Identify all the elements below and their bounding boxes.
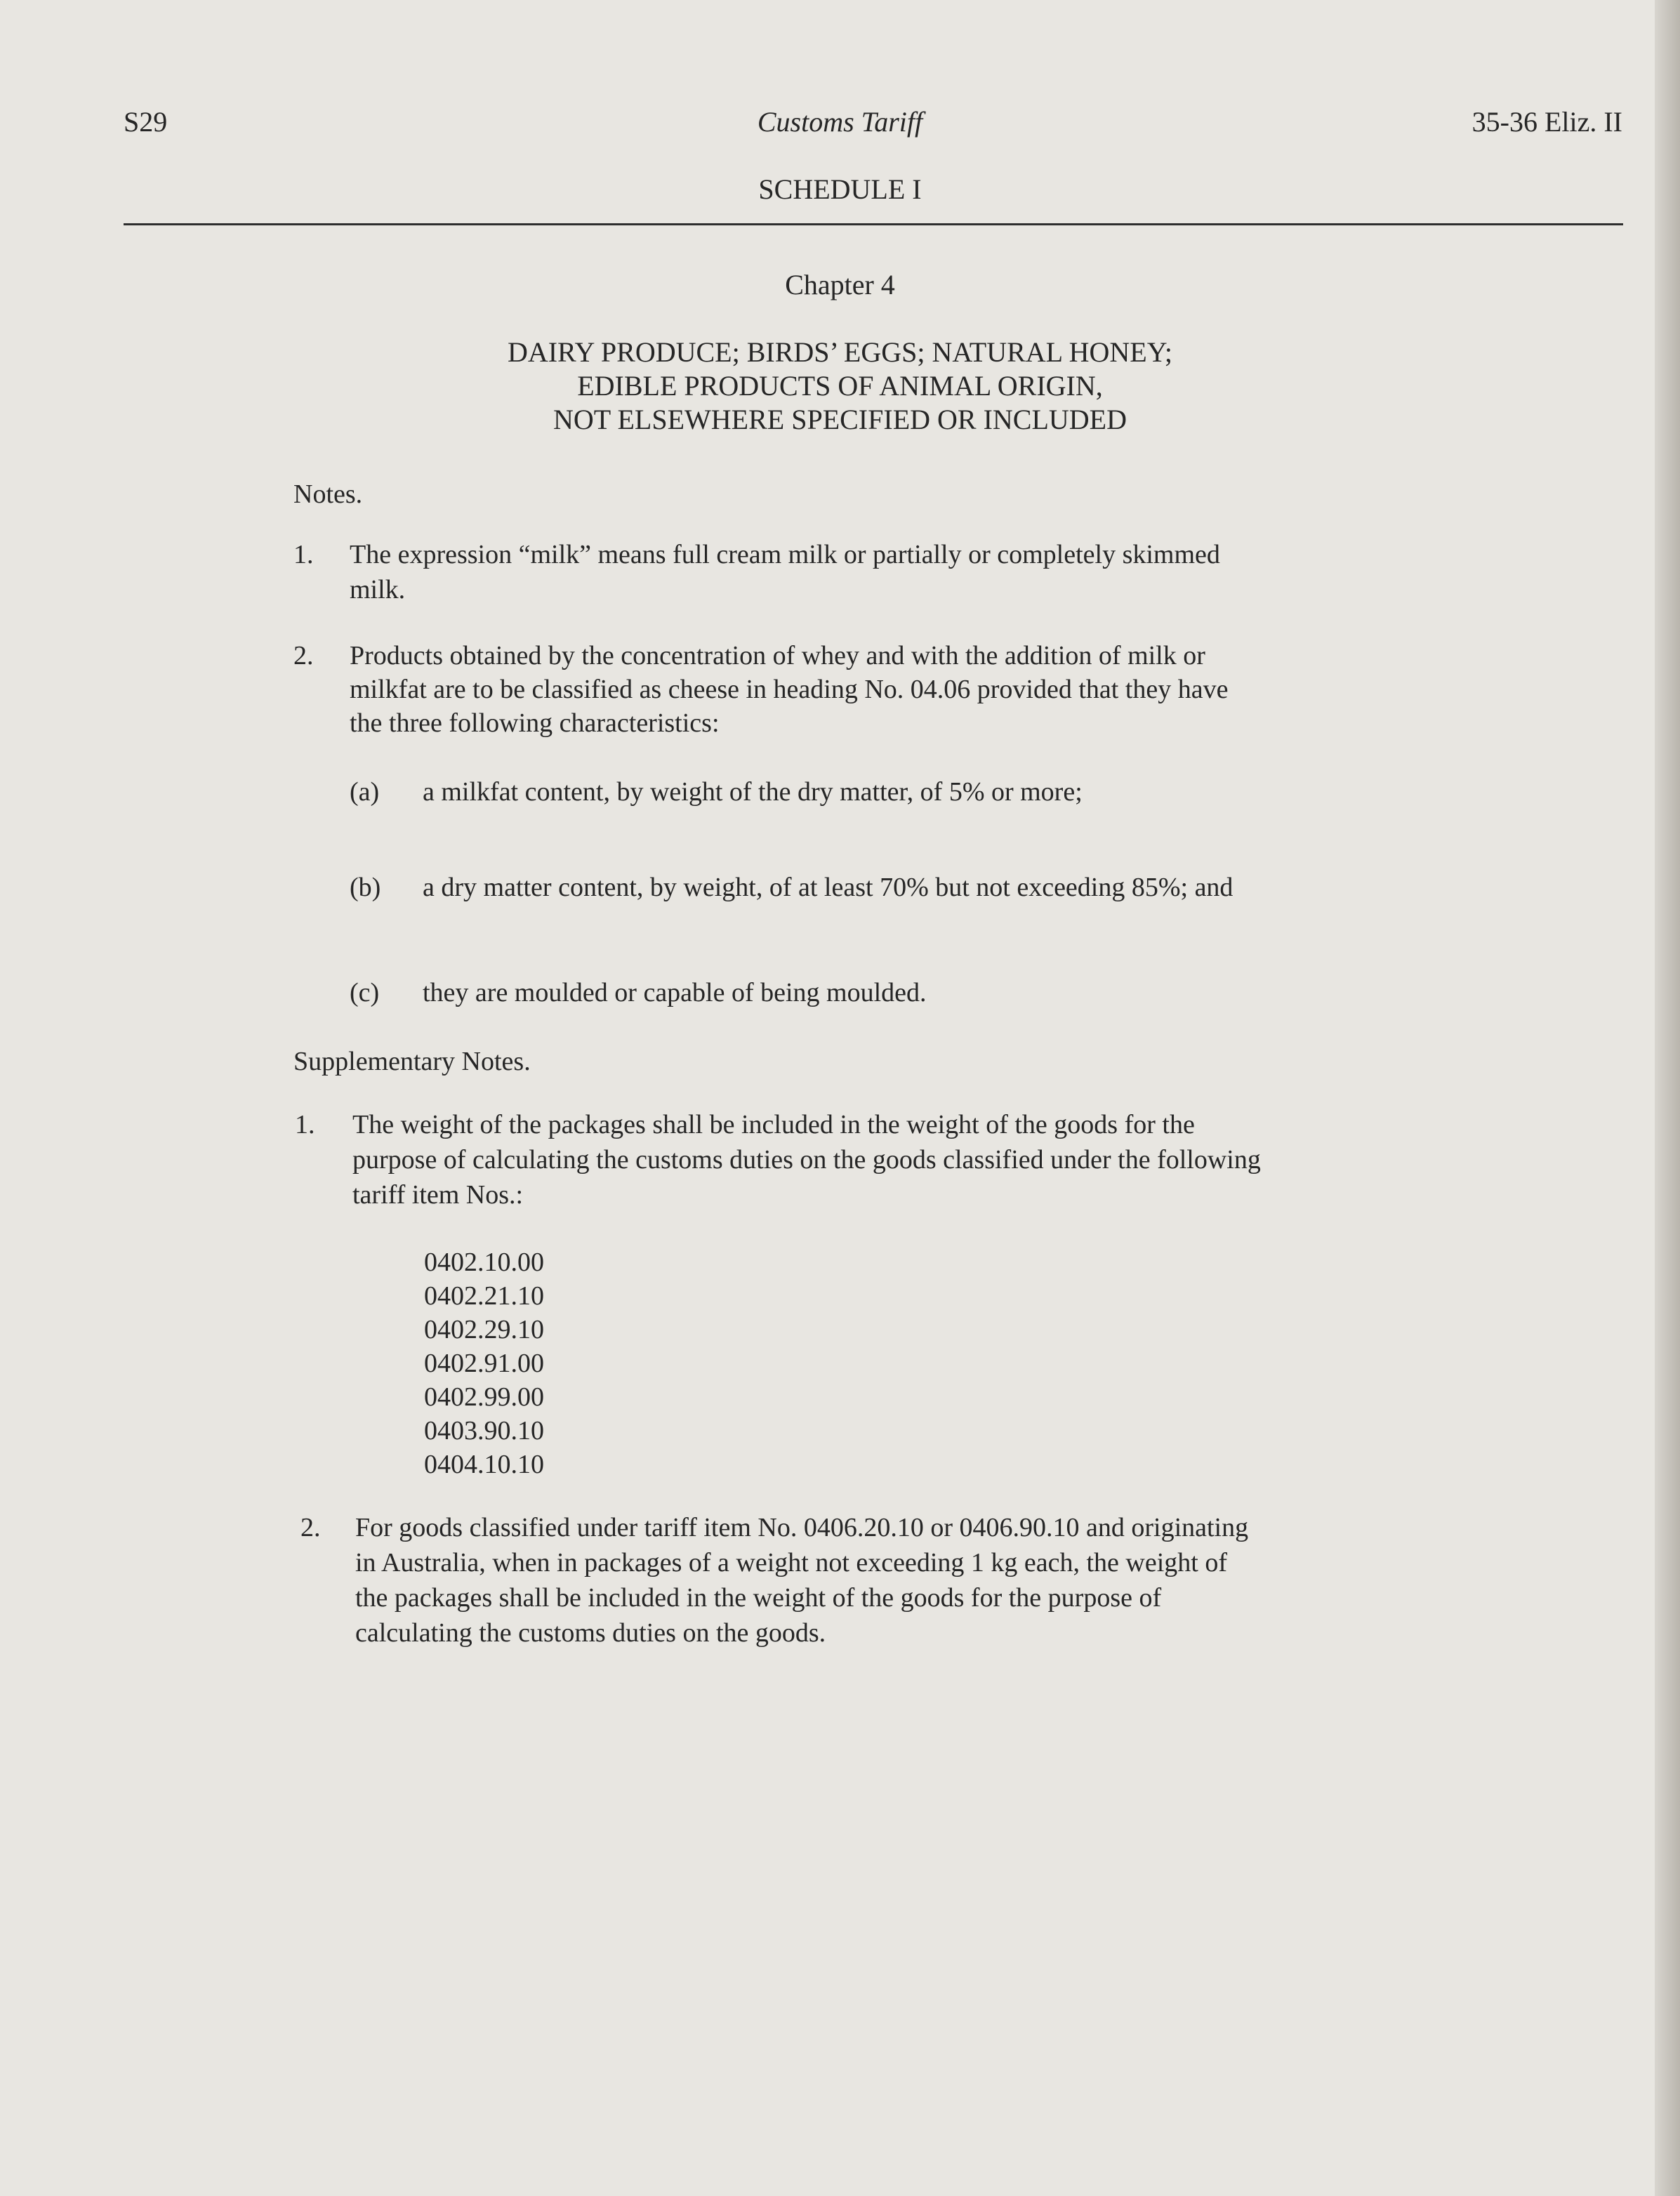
supp-note-1-number: 1. (295, 1110, 315, 1139)
note-2-line-3: the three following characteristics: (350, 708, 720, 738)
note-2-item-b-text: a dry matter content, by weight, of at least 70% but not exceeding 85%; and (423, 873, 1233, 902)
note-2-item-b-label: (b) (350, 873, 381, 902)
note-2-item-c-label: (c) (350, 978, 380, 1007)
supp-note-1-line-2: purpose of calculating the customs duties on the goods classified under the following (352, 1145, 1261, 1175)
note-2-item-c-text: they are moulded or capable of being moulded. (423, 978, 927, 1007)
regnal-year: 35-36 Eliz. II (1471, 106, 1622, 138)
supp-note-2-line-4: calculating the customs duties on the goods. (355, 1618, 826, 1648)
note-2-line-1: Products obtained by the concentration of whey and with the addition of milk or (350, 641, 1205, 670)
note-2-number: 2. (293, 641, 314, 670)
note-1-line-1: The expression “milk” means full cream milk or partially or completely skimmed (350, 540, 1220, 569)
tariff-item: 0402.29.10 (424, 1315, 544, 1344)
schedule-title: SCHEDULE I (758, 173, 922, 205)
tariff-item: 0402.99.00 (424, 1382, 544, 1412)
running-title: Customs Tariff (757, 106, 923, 138)
supp-note-2-line-2: in Australia, when in packages of a weight not exceeding 1 kg each, the weight of (355, 1548, 1227, 1577)
supp-note-2-line-3: the packages shall be included in the weight of the goods for the purpose of (355, 1583, 1162, 1613)
note-1-line-2: milk. (350, 575, 406, 604)
chapter-label: Chapter 4 (785, 269, 895, 300)
chapter-title-line-1: DAIRY PRODUCE; BIRDS’ EGGS; NATURAL HONEY; (507, 336, 1173, 368)
supp-note-1-line-1: The weight of the packages shall be included in the weight of the goods for the (352, 1110, 1195, 1139)
supp-note-2-line-1: For goods classified under tariff item No. 0406.20.10 or 0406.90.10 and originating (355, 1513, 1249, 1542)
note-1-number: 1. (293, 540, 314, 569)
tariff-item: 0403.90.10 (424, 1416, 544, 1446)
note-2-item-a-text: a milkfat content, by weight of the dry matter, of 5% or more; (423, 777, 1083, 807)
chapter-title-line-3: NOT ELSEWHERE SPECIFIED OR INCLUDED (553, 404, 1127, 435)
note-2-line-2: milkfat are to be classified as cheese in heading No. 04.06 provided that they have (350, 675, 1229, 704)
supp-note-1-line-3: tariff item Nos.: (352, 1180, 524, 1210)
page-edge-shadow (1655, 0, 1680, 2196)
supplementary-notes-heading: Supplementary Notes. (293, 1047, 531, 1076)
header-rule (124, 223, 1623, 225)
tariff-item-list (424, 1245, 544, 1481)
tariff-item: 0402.21.10 (424, 1281, 544, 1311)
page-number: S29 (124, 106, 168, 138)
tariff-item: 0402.10.00 (424, 1248, 544, 1277)
note-2-item-a-label: (a) (350, 777, 380, 807)
notes-heading: Notes. (293, 479, 363, 509)
chapter-title-line-2: EDIBLE PRODUCTS OF ANIMAL ORIGIN, (577, 370, 1103, 402)
tariff-item: 0404.10.10 (424, 1450, 544, 1479)
tariff-item: 0402.91.00 (424, 1349, 544, 1378)
supp-note-2-number: 2. (300, 1513, 321, 1542)
